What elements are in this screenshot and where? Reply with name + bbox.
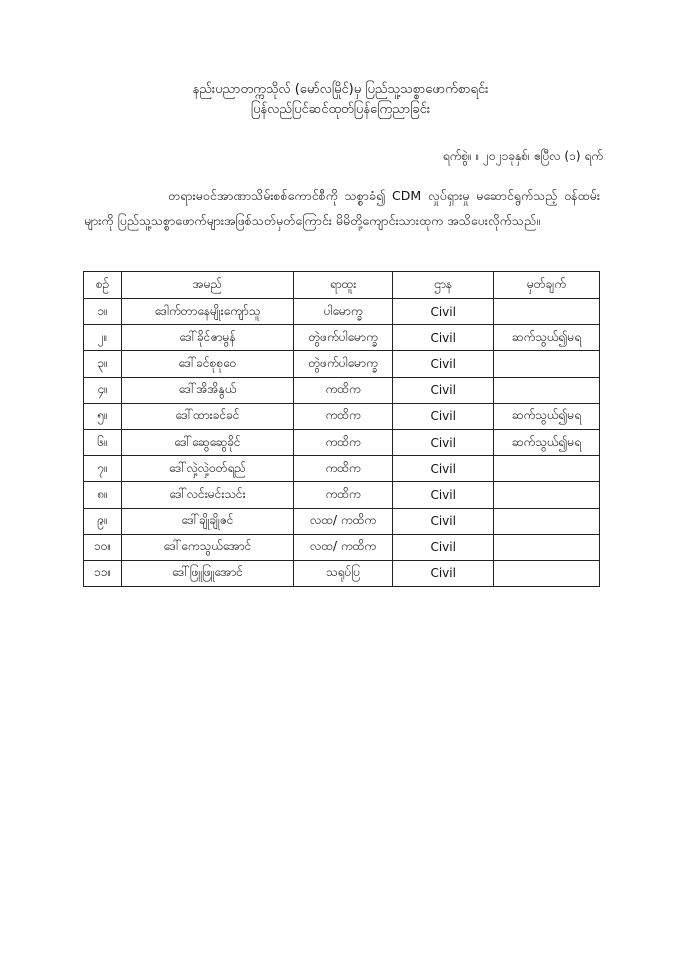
cell-position: ကထိက xyxy=(293,403,393,429)
cell-department: Civil xyxy=(393,377,494,403)
cell-no: ၇။ xyxy=(84,456,122,482)
table-row xyxy=(84,482,600,508)
cell-remark: ဆက်သွယ်၍မရ xyxy=(494,429,600,455)
document-title: နည်းပညာတက္ကသိုလ် (မော်လမြိုင်)မှ ပြည်သူ့သစ္စာဖောက်စာရင်း xyxy=(192,82,489,97)
cell-remark xyxy=(494,351,600,377)
header-remark: မှတ်ချက် xyxy=(494,272,600,299)
cell-name: ဒေါ်ခိုင်ဇာမွန် xyxy=(122,325,294,351)
table-row xyxy=(84,351,600,377)
cell-position: သရုပ်ပြ xyxy=(293,560,393,586)
cell-name: ဒေါ်ဆွေဆွေခိုင် xyxy=(122,429,294,455)
cell-name: ဒေါ်လင်းမင်းသင်း xyxy=(122,482,294,508)
cell-remark xyxy=(494,534,600,560)
cell-department: Civil xyxy=(393,299,494,325)
cell-remark xyxy=(494,456,600,482)
cell-no: ၅။ xyxy=(84,403,122,429)
table-row xyxy=(84,456,600,482)
cell-position: တွဲဖက်ပါမောက္ခ xyxy=(293,325,393,351)
table-row xyxy=(84,325,600,351)
cell-no: ၂။ xyxy=(84,325,122,351)
cell-position: ကထိက xyxy=(293,429,393,455)
cell-position: ပါမောက္ခ xyxy=(293,299,393,325)
cell-position: ကထိက xyxy=(293,482,393,508)
cell-department: Civil xyxy=(393,534,494,560)
cell-name: ဒေါ်ကေသွယ်အောင် xyxy=(122,534,294,560)
cell-name: ဒေါ်ဖြူဖြူအောင် xyxy=(122,560,294,586)
table-row xyxy=(84,508,600,534)
cell-remark xyxy=(494,377,600,403)
cell-remark: ဆက်သွယ်၍မရ xyxy=(494,403,600,429)
document-date: ရက်စွဲ။ ။ ၂၀၂၁ခုနှစ်၊ ဧပြီလ (၁) ရက် xyxy=(442,149,603,163)
table-row xyxy=(84,534,600,560)
announcement-paragraph: တရားမဝင်အာဏာသိမ်းစစ်ကောင်စီကို သစ္စာခံ၍ CDM လှုပ်ရှားမှု မဆောင်ရွက်သည့် ဝန်ထမ်းများကို ပြည်သူ့သစ္စာဖောက်များအဖြစ်သတ်မှတ်ကြောင်း မိမိတို့ကျောင်းသားထုက အသိပေးလိုက်သည်။ xyxy=(84,188,600,228)
header-no: စဉ် xyxy=(84,272,122,299)
cell-no: ၆။ xyxy=(84,429,122,455)
cell-no: ၁၁။ xyxy=(84,560,122,586)
cell-department: Civil xyxy=(393,560,494,586)
cell-no: ၁။ xyxy=(84,299,122,325)
header-department: ဌာန xyxy=(393,272,494,299)
cell-department: Civil xyxy=(393,351,494,377)
cell-position: ကထိက xyxy=(293,456,393,482)
cell-name: ဒေါက်တာနေမျိုးကျော်သူ xyxy=(122,299,294,325)
cell-remark xyxy=(494,482,600,508)
header-position: ရာထူး xyxy=(293,272,393,299)
table-row xyxy=(84,403,600,429)
cell-no: ၉။ xyxy=(84,508,122,534)
cell-department: Civil xyxy=(393,508,494,534)
cell-no: ၁၀။ xyxy=(84,534,122,560)
cell-remark xyxy=(494,299,600,325)
cell-name: ဒေါ်ထားခင်ခင် xyxy=(122,403,294,429)
cell-no: ၈။ xyxy=(84,482,122,508)
cell-remark: ဆက်သွယ်၍မရ xyxy=(494,325,600,351)
cell-position: လထ/ ကထိက xyxy=(293,534,393,560)
cell-name: ဒေါ်ချိုချိုဇင် xyxy=(122,508,294,534)
cell-department: Civil xyxy=(393,456,494,482)
table-row xyxy=(84,560,600,586)
cell-department: Civil xyxy=(393,429,494,455)
table-row xyxy=(84,429,600,455)
cell-department: Civil xyxy=(393,325,494,351)
document-subtitle: ပြန်လည်ပြင်ဆင်ထုတ်ပြန်ကြေညာခြင်း xyxy=(250,102,431,117)
cell-name: ဒေါ်လှဲ့လှဲ့ဝတ်ရည် xyxy=(122,456,294,482)
cell-no: ၃။ xyxy=(84,351,122,377)
cell-name: ဒေါ်ခင်စုစုဝေ xyxy=(122,351,294,377)
staff-table xyxy=(83,271,600,587)
cell-position: ကထိက xyxy=(293,377,393,403)
table-row xyxy=(84,377,600,403)
cell-department: Civil xyxy=(393,403,494,429)
cell-name: ဒေါ်အိအိနွယ် xyxy=(122,377,294,403)
cell-department: Civil xyxy=(393,482,494,508)
table-row xyxy=(84,299,600,325)
cell-position: တွဲဖက်ပါမောက္ခ xyxy=(293,351,393,377)
cell-no: ၄။ xyxy=(84,377,122,403)
cell-remark xyxy=(494,560,600,586)
table-header-row xyxy=(84,272,600,299)
cell-remark xyxy=(494,508,600,534)
header-name: အမည် xyxy=(122,272,294,299)
cell-position: လထ/ ကထိက xyxy=(293,508,393,534)
